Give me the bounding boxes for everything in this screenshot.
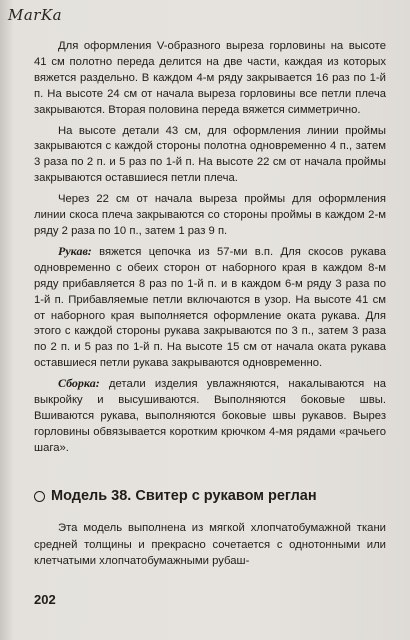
watermark: MarKa bbox=[8, 6, 63, 24]
section-intro bbox=[34, 520, 386, 570]
section-heading bbox=[34, 488, 386, 504]
intro-paragraph: Эта модель выполнена из мягкой хлопчатобумажной ткани средней толщины и прекрасно сочетается с однотонными или клетчатыми хлопчатобумажными рубаш- bbox=[34, 522, 386, 567]
paragraph-text: Для оформления V-образного выреза горловины на высоте 41 см полотно переда делится на две части, каждая из которых вяжется раздельно. В каждом 4-м ряду закрывается 16 раз по 1-й п. На высоте 24 см от начала выреза горловины все петли плеча закрываются. Вторая половина переда вяжется симметрично. bbox=[34, 40, 386, 116]
paragraph-lead: Сборка: bbox=[58, 376, 100, 391]
paragraph-text: На высоте детали 43 см, для оформления линии проймы закрываются с каждой стороны полотна одновременно 4 п., затем 3 раза по 2 п. и 5 раз по 1-й п. На высоте 22 см от начала проймы закрываются оставшиеся петли плеча. bbox=[34, 124, 386, 185]
paragraph-lead: Рукав: bbox=[58, 243, 92, 258]
section-title: Модель 38. Свитер с рукавом реглан bbox=[51, 488, 317, 504]
instructions-text bbox=[34, 38, 386, 457]
paragraph-text: детали изделия увлажняются, накалываются на выкройку и высушиваются. Выполняются боковые швы. Вшиваются рукава, выполняются боковые швы рукавов. Вырез горловины обвязывается коротким крючком 4-мя рядами «рачьего шага». bbox=[34, 378, 386, 454]
paragraph bbox=[34, 244, 386, 372]
paragraph bbox=[34, 123, 386, 188]
paragraph-text: вяжется цепочка из 57-ми в.п. Для скосов рукава одновременно с обеих сторон от наборного края в каждом 8-м ряду прибавляется 8 раз по 1-й п. и в каждом 6-м ряду 3 раза по 1-й п. Прибавляемые петли включаются в узор. На высоте 41 см от наборного края выполняется оформление оката рукава. Для этого с каждой стороны рукава закрываются по 3 п., затем 3 раза по 2 п. и 5 раз по 1-й п. На высоте 15 см от начала оката рукава оставшиеся петли рукава закрываются одновременно. bbox=[34, 245, 386, 370]
paragraph bbox=[34, 376, 386, 457]
paragraph-text: Через 22 см от начала выреза проймы для оформления линии скоса плеча закрываются со стороны проймы в каждом 2-м ряду 2 раза по 10 п., затем 1 раз 9 п. bbox=[34, 193, 386, 237]
page-number: 202 bbox=[34, 592, 56, 607]
circle-bullet-icon bbox=[34, 491, 45, 502]
paragraph bbox=[34, 191, 386, 240]
paragraph bbox=[34, 38, 386, 119]
